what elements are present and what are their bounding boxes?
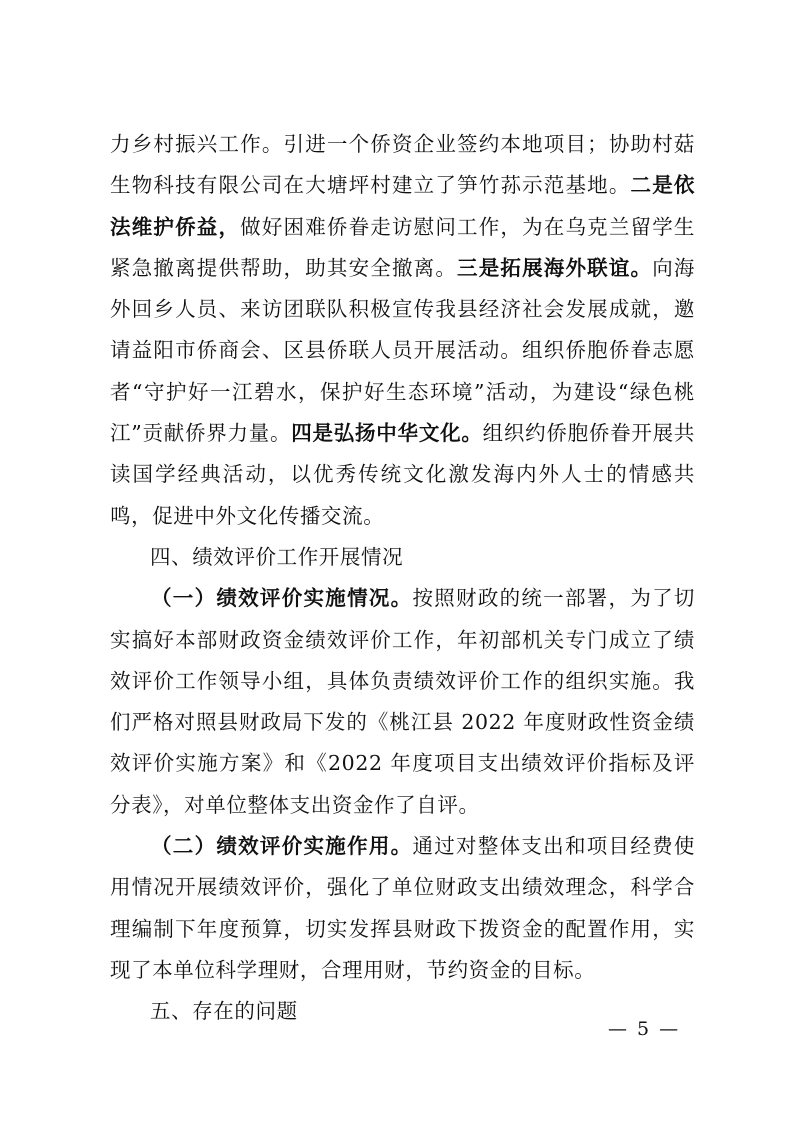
paragraph-subsection-1 xyxy=(110,578,695,826)
section-heading-4 xyxy=(110,537,695,578)
text-run: 通过对整体支出和项目经费使用情况开展绩效评价，强化了单位财政支出绩效理念，科学合理编制下年度预算，切实发挥县财政下拨资金的配置作用，实现了本单位科学理财，合理用财，节约资金的目标。 xyxy=(110,834,695,982)
text-run: 组织约侨胞侨眷开展共读国学经典活动，以优秀传统文化激发海内外人士的情感共鸣，促进中外文化传播交流。 xyxy=(110,421,695,528)
paragraph-subsection-2 xyxy=(110,826,695,991)
text-run: 四、绩效评价工作开展情况 xyxy=(150,544,404,569)
text-run: 力乡村振兴工作。引进一个侨资企业签约本地项目；协助村菇生物科技有限公司在大塘坪村建立了笋竹荪示范基地。 xyxy=(110,132,695,198)
bold-text-run: 二是依法维护侨益， xyxy=(110,173,695,239)
text-run: 按照财政的统一部署，为了切实搞好本部财政资金绩效评价工作，年初部机关专门成立了绩效评价工作领导小组，具体负责绩效评价工作的组织实施。我们严格对照县财政局下发的《桃江县 2022 年度财政性资金绩效评价实施方案》和《2022 年度项目支出绩效评价指标及评分表》，对单位整体支出资金作了自评。 xyxy=(110,586,695,817)
bold-text-run: （二）绩效评价实施作用。 xyxy=(151,834,413,859)
text-run: 五、存在的问题 xyxy=(150,999,298,1024)
text-run: 向海外回乡人员、来访团联队积极宣传我县经济社会发展成就，邀请益阳市侨商会、区县侨联人员开展活动。组织侨胞侨眷志愿者“守护好一江碧水，保护好生态环境”活动，为建设“绿色桃江”贡献侨界力量。 xyxy=(110,255,696,446)
paragraph-continuation xyxy=(110,124,695,537)
page-number: — 5 — xyxy=(608,1018,681,1040)
bold-text-run: （一）绩效评价实施情况。 xyxy=(151,586,413,611)
body-text xyxy=(110,124,695,1033)
text-run: 做好困难侨眷走访慰问工作，为在乌克兰留学生紧急撤离提供帮助，助其安全撤离。 xyxy=(110,214,695,280)
bold-text-run: 四是弘扬中华文化。 xyxy=(291,421,483,446)
bold-text-run: 三是拓展海外联谊。 xyxy=(457,255,653,280)
